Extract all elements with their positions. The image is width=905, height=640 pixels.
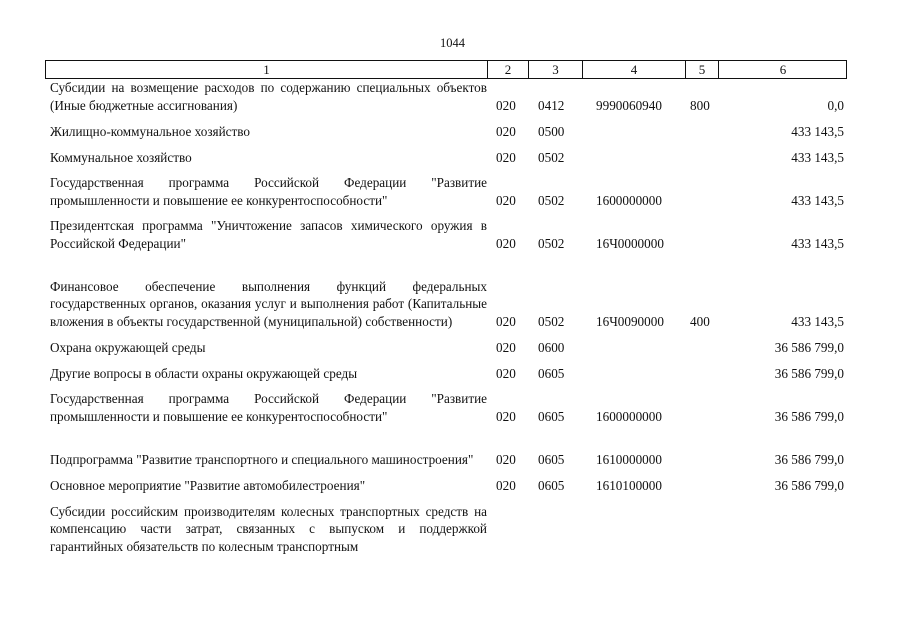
table-row (0, 476, 905, 494)
row-name: Жилищно-коммунальное хозяйство (50, 123, 251, 139)
row-col-3: 0605 (538, 408, 565, 424)
row-name: Государственная программа Российской Федерации "Развитие промышленности и повышение ее конкурентоспособности" (50, 175, 487, 208)
row-name: Субсидии российским производителям колесных транспортных средств на компенсацию части затрат, связанных с выпуском и поддержкой гарантийных обязательств по колесным транспортным (50, 504, 487, 554)
table-header (45, 60, 847, 79)
row-col-6: 433 143,5 (791, 235, 844, 251)
row-col-3: 0500 (538, 123, 565, 139)
row-col-5: 400 (690, 313, 710, 329)
row-col-2: 020 (496, 123, 516, 139)
row-col-2: 020 (496, 365, 516, 381)
row-name: Охрана окружающей среды (50, 339, 206, 355)
row-col-3: 0502 (538, 313, 565, 329)
header-col-6: 6 (718, 61, 847, 78)
table-row (0, 79, 905, 114)
row-col-2: 020 (496, 408, 516, 424)
row-col-2: 020 (496, 313, 516, 329)
header-col-1: 1 (263, 62, 270, 77)
row-col-3: 0605 (538, 451, 565, 467)
row-name: Финансовое обеспечение выполнения функций федеральных государственных органов, оказания услуг и выполнения работ (Капитальные вложения в объекты государственной (муниципальной) собственности) (50, 279, 487, 329)
row-col-2: 020 (496, 477, 516, 493)
row-name: Основное мероприятие "Развитие автомобилестроения" (50, 477, 366, 493)
row-col-6: 36 586 799,0 (774, 339, 844, 355)
row-col-3: 0605 (538, 365, 565, 381)
table-row (0, 433, 905, 468)
row-col-6: 36 586 799,0 (774, 365, 844, 381)
row-col-6: 433 143,5 (791, 192, 844, 208)
row-col-3: 0605 (538, 477, 565, 493)
table-row (0, 503, 905, 555)
row-col-3: 0412 (538, 97, 565, 113)
row-col-2: 020 (496, 149, 516, 165)
table-row (0, 260, 905, 330)
header-col-4: 4 (582, 61, 685, 78)
row-col-6: 433 143,5 (791, 149, 844, 165)
row-col-4: 16Ч0090000 (596, 313, 664, 329)
row-col-2: 020 (496, 192, 516, 208)
row-col-4: 1600000000 (596, 192, 662, 208)
table-row (0, 148, 905, 166)
row-col-6: 433 143,5 (791, 313, 844, 329)
row-name: Президентская программа "Уничтожение запасов химического оружия в Российской Федерации" (50, 218, 487, 251)
row-col-2: 020 (496, 235, 516, 251)
table-row (0, 217, 905, 252)
row-col-6: 0,0 (827, 97, 844, 113)
row-col-3: 0502 (538, 149, 565, 165)
row-col-6: 36 586 799,0 (774, 408, 844, 424)
row-col-4: 1610100000 (596, 477, 662, 493)
row-col-5: 800 (690, 97, 710, 113)
header-col-5: 5 (685, 61, 718, 78)
row-name: Коммунальное хозяйство (50, 149, 192, 165)
table-row (0, 174, 905, 209)
row-col-2: 020 (496, 339, 516, 355)
table-row (0, 390, 905, 425)
page-number: 1044 (440, 36, 465, 50)
row-col-4: 1600000000 (596, 408, 662, 424)
row-col-4: 9990060940 (596, 97, 662, 113)
header-col-3: 3 (528, 61, 582, 78)
row-name: Другие вопросы в области охраны окружающей среды (50, 365, 358, 381)
row-col-4: 16Ч0000000 (596, 235, 664, 251)
row-col-4: 1610000000 (596, 451, 662, 467)
row-col-3: 0502 (538, 235, 565, 251)
row-col-2: 020 (496, 97, 516, 113)
row-col-2: 020 (496, 451, 516, 467)
header-col-2: 2 (487, 61, 528, 78)
row-col-6: 36 586 799,0 (774, 451, 844, 467)
row-col-6: 36 586 799,0 (774, 477, 844, 493)
row-col-3: 0502 (538, 192, 565, 208)
row-name: Субсидии на возмещение расходов по содержанию специальных объектов (Иные бюджетные ассигнования) (50, 80, 487, 113)
table-row (0, 364, 905, 382)
row-name: Государственная программа Российской Федерации "Развитие промышленности и повышение ее конкурентоспособности" (50, 391, 487, 424)
table-row (0, 122, 905, 140)
table-row (0, 338, 905, 356)
row-name: Подпрограмма "Развитие транспортного и специального машиностроения" (50, 451, 474, 467)
row-col-3: 0600 (538, 339, 565, 355)
row-col-6: 433 143,5 (791, 123, 844, 139)
